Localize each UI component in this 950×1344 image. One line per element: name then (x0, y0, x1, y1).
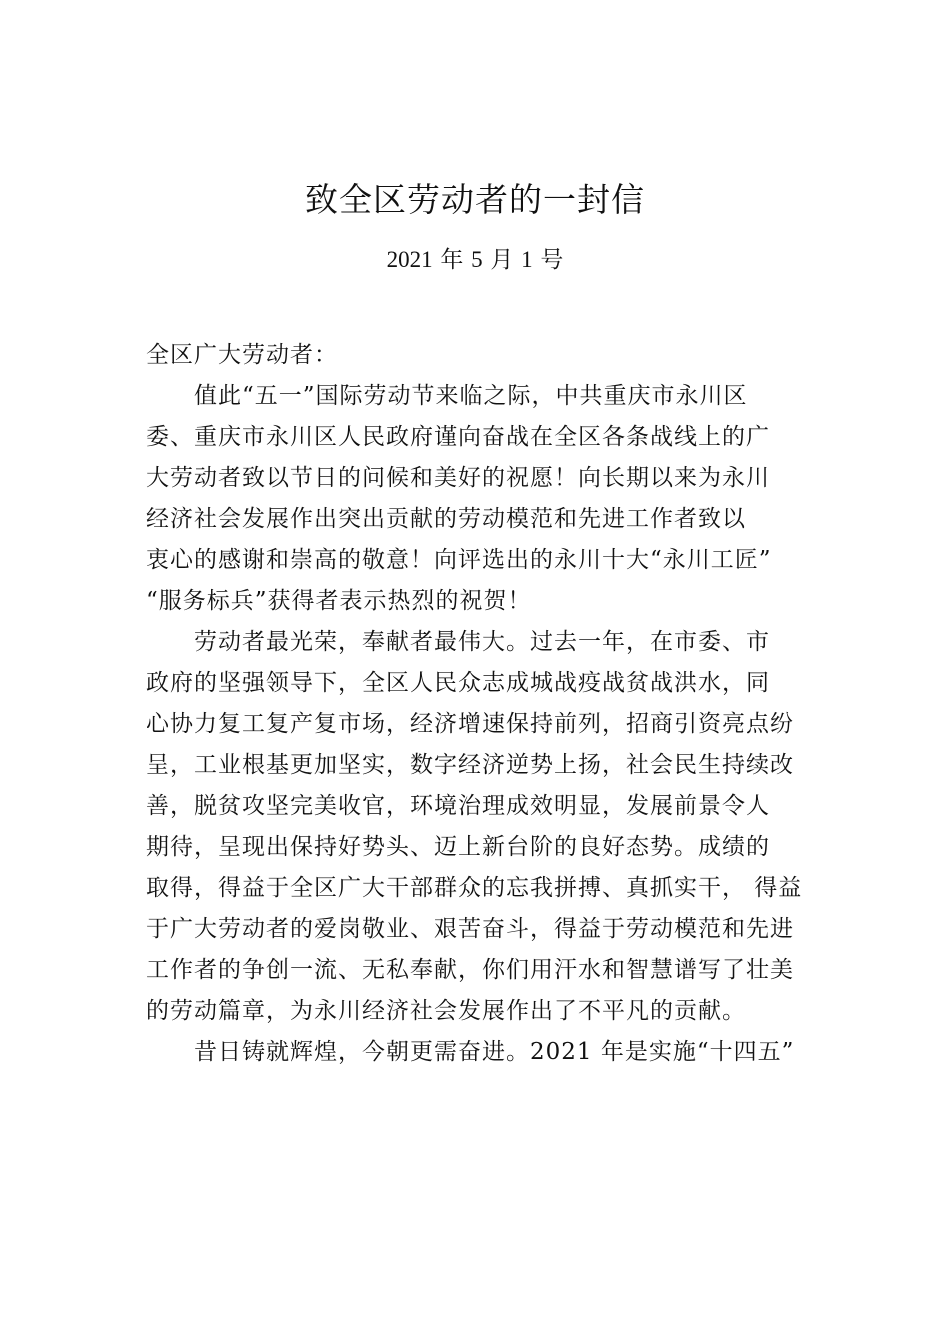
paragraph-line: 取得，得益于全区广大干部群众的忘我拼搏、真抓实干， 得益 (146, 875, 803, 901)
paragraph-line: 期待，呈现出保持好势头、迈上新台阶的良好态势。成绩的 (146, 834, 770, 860)
paragraph-2 (146, 622, 806, 1032)
salutation: 全区广大劳动者： (146, 342, 338, 368)
paragraph-3 (146, 1032, 806, 1073)
paragraph-line: 政府的坚强领导下，全区人民众志成城战疫战贫战洪水，同 (146, 670, 770, 696)
paragraph-line: 劳动者最光荣，奉献者最伟大。过去一年，在市委、市 (194, 629, 770, 655)
letter-title: 致全区劳动者的一封信 (305, 180, 645, 219)
paragraph-line: “服务标兵”获得者表示热烈的祝贺！ (146, 588, 532, 614)
paragraph-line: 于广大劳动者的爱岗敬业、艰苦奋斗，得益于劳动模范和先进 (146, 916, 794, 942)
paragraph-line: 善，脱贫攻坚完美收官，环境治理成效明显，发展前景令人 (146, 793, 770, 819)
paragraph-line: 委、重庆市永川区人民政府谨向奋战在全区各条战线上的广 (146, 424, 770, 450)
paragraph-line: 衷心的感谢和崇高的敬意！向评选出的永川十大“永川工匠” (146, 547, 772, 573)
paragraph-line: 的劳动篇章，为永川经济社会发展作出了不平凡的贡献。 (146, 998, 746, 1024)
paragraph-line: 大劳动者致以节日的问候和美好的祝愿！向长期以来为永川 (146, 465, 770, 491)
paragraph-1 (146, 376, 806, 622)
paragraph-line: 经济社会发展作出突出贡献的劳动模范和先进工作者致以 (146, 506, 746, 532)
paragraph-line: 心协力复工复产复市场，经济增速保持前列，招商引资亮点纷 (146, 711, 794, 737)
paragraph-line: 工作者的争创一流、无私奉献，你们用汗水和智慧谱写了壮美 (146, 957, 794, 983)
letter-body (146, 335, 806, 1073)
paragraph-line: 呈，工业根基更加坚实，数字经济逆势上扬，社会民生持续改 (146, 752, 794, 778)
letter-date: 2021 年 5 月 1 号 (386, 247, 564, 272)
paragraph-line: 昔日铸就辉煌，今朝更需奋进。2021 年是实施“十四五” (194, 1039, 795, 1065)
paragraph-line: 值此“五一”国际劳动节来临之际，中共重庆市永川区 (194, 383, 748, 409)
